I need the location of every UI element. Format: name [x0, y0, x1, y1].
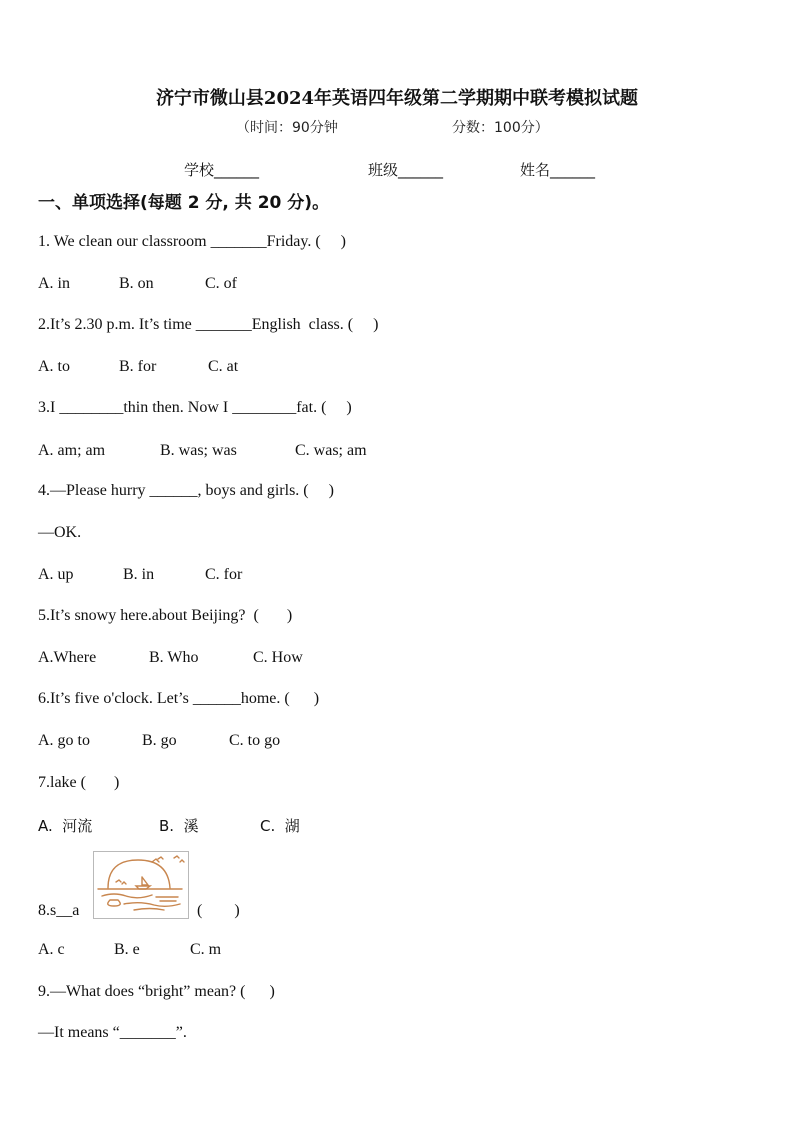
question-stem-4: 4.—Please hurry ______, boys and girls. ( ) [38, 482, 334, 499]
question-reply-9: —It means “_______”. [38, 1024, 187, 1041]
option-c: C. of [205, 275, 237, 292]
option-a: A. in [38, 275, 70, 292]
option-b: B. e [114, 941, 140, 958]
option-b: B. was; was [160, 442, 237, 459]
question-stem-7: 7.lake ( ) [38, 774, 120, 791]
option-b: B. in [123, 566, 155, 583]
question-stem-9: 9.—What does “bright” mean? ( ) [38, 983, 275, 1000]
option-c: C. m [190, 941, 222, 958]
option-c: C. 湖 [260, 817, 300, 835]
option-b: B. Who [149, 649, 199, 666]
option-a: A. 河流 [38, 817, 93, 835]
question-stem-5: 5.It’s snowy here.about Beijing? ( ) [38, 607, 293, 624]
exam-time: （时间：90分钟 [236, 120, 338, 136]
name-field: 姓名______ [520, 161, 596, 179]
option-a: A. to [38, 358, 70, 375]
option-b: B. 溪 [159, 817, 199, 835]
option-b: B. on [119, 275, 154, 292]
section-heading: 一、单项选择(每题 2 分, 共 20 分)。 [38, 193, 330, 213]
class-field: 班级______ [368, 161, 444, 179]
question-stem-8: 8.s__a [38, 902, 80, 919]
sea-sunset-icon [93, 851, 189, 919]
option-b: B. go [142, 732, 177, 749]
option-a: A. go to [38, 732, 90, 749]
question-stem-1: 1. We clean our classroom _______Friday. ( ) [38, 233, 346, 250]
page-title: 济宁市微山县2024年英语四年级第二学期期中联考模拟试题 [155, 88, 639, 109]
option-a: A. am; am [38, 442, 106, 459]
question-reply-4: —OK. [38, 524, 82, 541]
option-c: C. for [205, 566, 243, 583]
option-c: C. was; am [295, 442, 367, 459]
option-c: C. to go [229, 732, 281, 749]
sea-sunset-drawing [94, 852, 188, 918]
option-a: A. up [38, 566, 74, 583]
option-a: A. c [38, 941, 65, 958]
option-c: C. How [253, 649, 303, 666]
option-c: C. at [208, 358, 239, 375]
exam-score: 分数：100分） [452, 120, 549, 136]
question-stem-6: 6.It’s five o'clock. Let’s ______home. ( ) [38, 690, 320, 707]
option-b: B. for [119, 358, 157, 375]
question-stem-3: 3.I ________thin then. Now I ________fat. ( ) [38, 399, 352, 416]
question-stem-2: 2.It’s 2.30 p.m. It’s time _______English class. ( ) [38, 316, 379, 333]
question-paren-8: ( ) [197, 902, 240, 919]
option-a: A.Where [38, 649, 97, 666]
school-field: 学校______ [184, 161, 260, 179]
